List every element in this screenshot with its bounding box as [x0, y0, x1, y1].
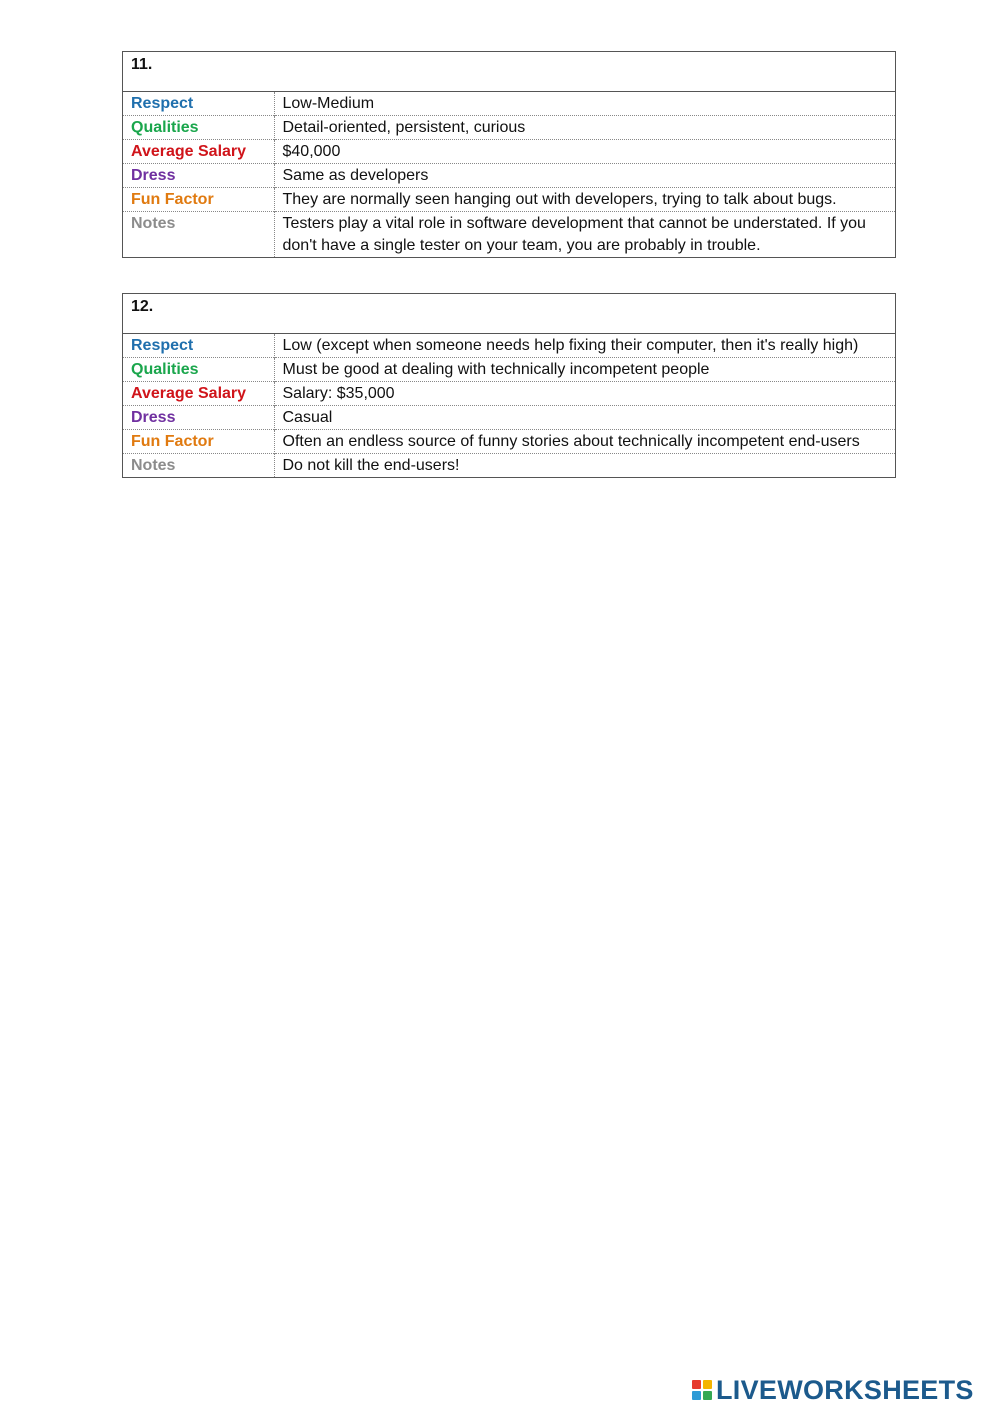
row-dress: [123, 164, 895, 188]
row-fun-factor: [123, 188, 895, 212]
fun-factor-label: Fun Factor: [123, 188, 274, 212]
job-info-table: [123, 92, 895, 257]
notes-label: Notes: [123, 212, 274, 258]
row-notes: [123, 212, 895, 258]
row-qualities: [123, 358, 895, 382]
notes-value: Do not kill the end-users!: [274, 454, 895, 478]
fun-factor-label: Fun Factor: [123, 430, 274, 454]
row-qualities: [123, 116, 895, 140]
job-card-11: [122, 51, 896, 258]
brand-name: LIVEWORKSHEETS: [716, 1374, 974, 1405]
row-respect: [123, 92, 895, 116]
job-info-table: [123, 334, 895, 477]
job-card-12: [122, 293, 896, 478]
qualities-label: Qualities: [123, 116, 274, 140]
fun-factor-value: Often an endless source of funny stories about technically incompetent end-users: [274, 430, 895, 454]
row-average-salary: [123, 382, 895, 406]
row-notes: [123, 454, 895, 478]
liveworksheets-branding[interactable]: [692, 1375, 974, 1405]
average-salary-value: Salary: $35,000: [274, 382, 895, 406]
respect-label: Respect: [123, 334, 274, 358]
row-average-salary: [123, 140, 895, 164]
notes-label: Notes: [123, 454, 274, 478]
dress-value: Casual: [274, 406, 895, 430]
respect-value: Low (except when someone needs help fixing their computer, then it's really high): [282, 337, 859, 354]
dress-label: Dress: [123, 164, 274, 188]
liveworksheets-logo-icon: [692, 1380, 712, 1400]
card-number: 12.: [123, 294, 895, 334]
dress-label: Dress: [123, 406, 274, 430]
qualities-label: Qualities: [123, 358, 274, 382]
average-salary-value: $40,000: [274, 140, 895, 164]
notes-value: Testers play a vital role in software development that cannot be understated. If you don't have a single tester on your team, you are probably in trouble.: [274, 212, 895, 258]
fun-factor-value: They are normally seen hanging out with developers, trying to talk about bugs.: [274, 188, 895, 212]
respect-value: Low-Medium: [282, 95, 375, 112]
respect-label: Respect: [123, 92, 274, 116]
row-fun-factor: [123, 430, 895, 454]
qualities-value: Detail-oriented, persistent, curious: [274, 116, 895, 140]
row-dress: [123, 406, 895, 430]
qualities-value: Must be good at dealing with technically incompetent people: [274, 358, 895, 382]
average-salary-label: Average Salary: [123, 382, 274, 406]
row-respect: [123, 334, 895, 358]
dress-value: Same as developers: [274, 164, 895, 188]
average-salary-label: Average Salary: [123, 140, 274, 164]
card-number: 11.: [123, 52, 895, 92]
